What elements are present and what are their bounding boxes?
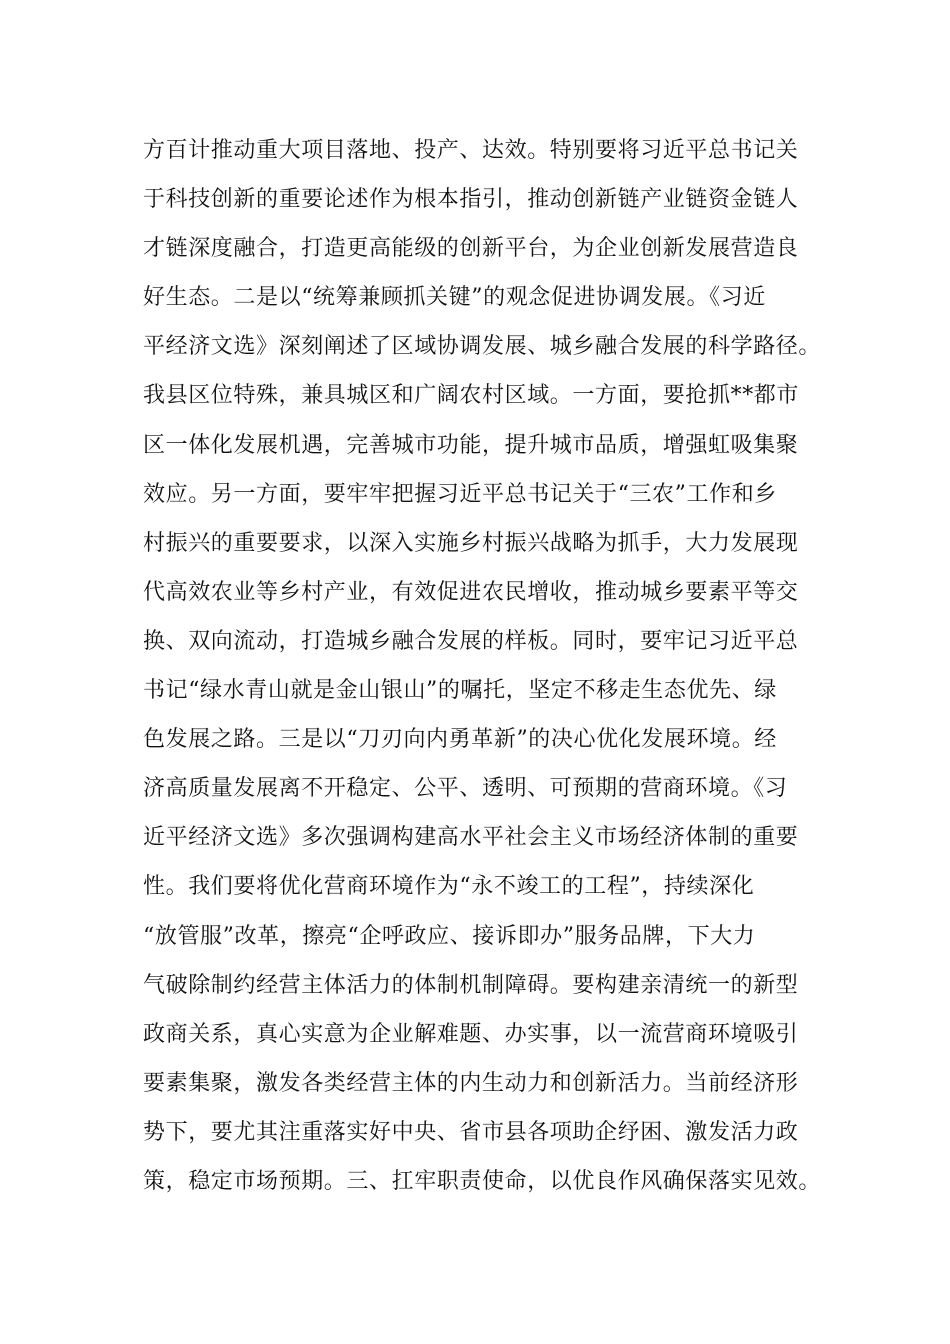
text-line: 政商关系，真心实意为企业解难题、办实事，以一流营商环境吸引	[143, 1021, 799, 1047]
text-line: 济高质量发展离不开稳定、公平、透明、可预期的营商环境。《习	[143, 776, 788, 802]
text-line: 气破除制约经营主体活力的体制机制障碍。要构建亲清统一的新型	[143, 972, 799, 998]
text-line: 才链深度融合，打造更高能级的创新平台，为企业创新发展营造良	[143, 236, 799, 262]
text-line: 换、双向流动，打造城乡融合发展的样板。同时，要牢记习近平总	[143, 628, 799, 654]
text-line: 我县区位特殊，兼具城区和广阔农村区域。一方面，要抢抓**都市	[143, 383, 800, 409]
text-line: 策，稳定市场预期。三、扛牢职责使命，以优良作风确保落实见效。	[143, 1168, 822, 1194]
text-line: 代高效农业等乡村产业，有效促进农民增收，推动城乡要素平等交	[143, 579, 799, 605]
text-line: 要素集聚，激发各类经营主体的内生动力和创新活力。当前经济形	[143, 1070, 799, 1096]
text-line: 书记“绿水青山就是金山银山”的嘱托，坚定不移走生态优先、绿	[143, 678, 777, 704]
text-line: 方百计推动重大项目落地、投产、达效。特别要将习近平总书记关	[143, 138, 799, 163]
text-line: 区一体化发展机遇，完善城市功能，提升城市品质，增强虹吸集聚	[143, 432, 799, 458]
text-line: 势下，要尤其注重落实好中央、省市县各项助企纾困、激发活力政	[143, 1119, 799, 1145]
text-line: “放管服”改革，擦亮“企呼政应、接诉即办”服务品牌，下大力	[143, 923, 756, 949]
text-line: 好生态。二是以“统筹兼顾抓关键”的观念促进协调发展。《习近	[143, 285, 766, 311]
text-line: 平经济文选》深刻阐述了区域协调发展、城乡融合发展的科学路径。	[143, 334, 822, 360]
text-line: 色发展之路。三是以“刀刃向内勇革新”的决心优化发展环境。经	[143, 727, 777, 753]
text-line: 近平经济文选》多次强调构建高水平社会主义市场经济体制的重要	[143, 825, 799, 851]
text-line: 效应。另一方面，要牢牢把握习近平总书记关于“三农”工作和乡	[143, 481, 777, 507]
body-paragraph	[143, 126, 843, 1206]
text-line: 村振兴的重要要求，以深入实施乡村振兴战略为抓手，大力发展现	[143, 530, 799, 556]
text-line: 于科技创新的重要论述作为根本指引，推动创新链产业链资金链人	[143, 187, 799, 213]
text-line: 性。我们要将优化营商环境作为“永不竣工的工程”，持续深化	[143, 874, 755, 900]
